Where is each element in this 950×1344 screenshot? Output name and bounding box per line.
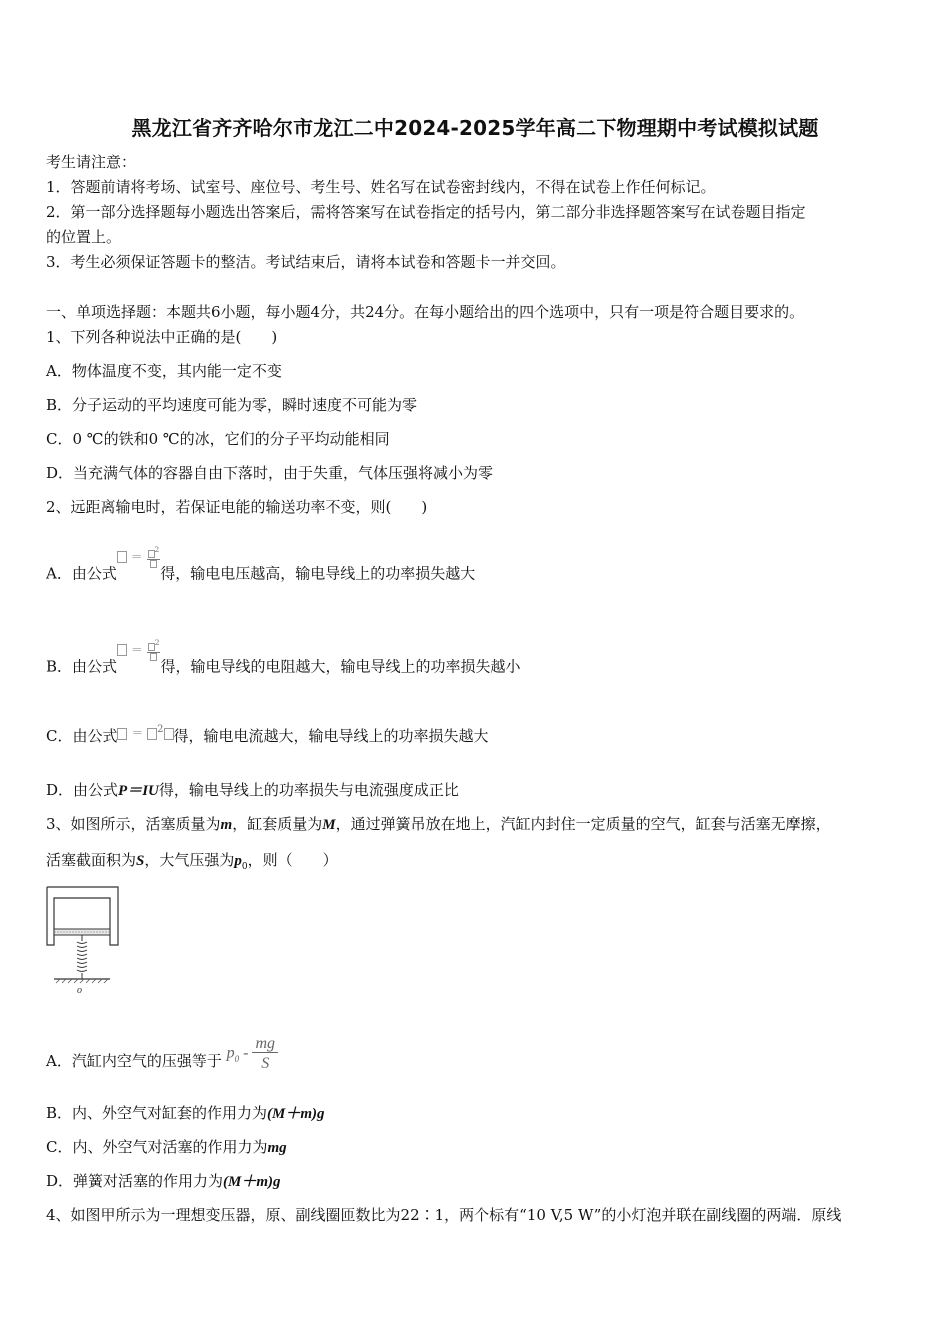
q2-c-prefix: C．由公式: [46, 727, 118, 745]
cylinder-spring-figure: [44, 884, 124, 996]
q1-option-d: D．当充满气体的容器自由下落时，由于失重，气体压强将减小为零: [46, 464, 494, 482]
q2-option-c: C．由公式 $^{= ^2}$ 得，输电电流越大，输电导线上的功率损失越大: [46, 724, 489, 745]
q3-stem-line1: 3、如图所示，活塞质量为m，缸套质量为M，通过弹簧吊放在地上，汽缸内封住一定质量的空气，缸套与活塞无摩擦，: [46, 815, 831, 833]
page-title: 黑龙江省齐齐哈尔市龙江二中2024-2025学年高二下物理期中考试模拟试题: [131, 116, 819, 140]
placeholder-glyph: [117, 728, 127, 740]
q2-stem: 2、远距离输电时，若保证电能的输送功率不变，则( ): [46, 498, 428, 516]
q2-c-suffix: 得，输电电流越大，输电导线上的功率损失越大: [173, 727, 489, 745]
q1-option-b: B．分子运动的平均速度可能为零，瞬时速度不可能为零: [46, 396, 418, 414]
q2-b-suffix: 得，输电导线的电阻越大，输电导线上的功率损失越小: [160, 657, 521, 676]
q4-stem: 4、如图甲所示为一理想变压器，原、副线圈匝数比为22∶1，两个标有“10 V,5 W”的小灯泡并联在副线圈的两端．原线: [46, 1206, 842, 1224]
figure-label-o: o: [77, 985, 82, 996]
placeholder-glyph: [117, 551, 127, 563]
notice-heading: 考生请注意：: [46, 153, 137, 171]
notice-item-2-cont: 的位置上。: [46, 228, 122, 246]
q3-option-d: D．弹簧对活塞的作用力为(M＋m)g: [46, 1172, 281, 1190]
placeholder-glyph: [117, 644, 127, 656]
q1-option-a: A．物体温度不变，其内能一定不变: [46, 362, 282, 380]
notice-item-2: 2．第一部分选择题每小题选出答案后，需将答案写在试卷指定的括号内，第二部分非选择题答案写在试卷题目指定: [46, 203, 806, 221]
fraction-icon: 2: [147, 638, 161, 662]
formula-p-iu: P＝IU: [118, 783, 159, 799]
q2-option-b: B．由公式 $^{= ^2}$ 得，输电导线的电阻越大，输电导线上的功率损失越小: [46, 638, 521, 676]
notice-item-1: 1．答题前请将考场、试室号、座位号、考生号、姓名写在试卷密封线内，不得在试卷上作任何标记。: [46, 178, 716, 196]
formula-p0-minus-mg-over-s: $p_0 - \frac{mg}{S}$: [227, 1034, 278, 1074]
section1-heading: 一、单项选择题：本题共6小题，每小题4分，共24分。在每小题给出的四个选项中，只有一项是符合题目要求的。: [46, 303, 805, 321]
notice-item-3: 3．考生必须保证答题卡的整洁。考试结束后，请将本试卷和答题卡一并交回。: [46, 253, 566, 271]
q1-stem: 1、下列各种说法中正确的是( ): [46, 328, 278, 346]
q3-stem-line2: 活塞截面积为S，大气压强为$p_0$，则（ ）: [46, 851, 338, 872]
fraction-icon: 2: [147, 545, 161, 569]
q3-option-c: C．内、外空气对活塞的作用力为mg: [46, 1138, 287, 1156]
q2-option-d: D．由公式P＝IU得，输电导线上的功率损失与电流强度成正比: [46, 781, 459, 799]
q3-option-b: B．内、外空气对缸套的作用力为(M＋m)g: [46, 1104, 325, 1122]
q3-option-a: A．汽缸内空气的压强等于 $p_0 - \frac{mg}{S}$: [46, 1042, 278, 1082]
q2-a-suffix: 得，输电电压越高，输电导线上的功率损失越大: [160, 564, 476, 583]
q2-b-prefix: B．由公式: [46, 657, 118, 676]
q2-option-a: A．由公式 $^{= ^2}$ 得，输电电压越高，输电导线上的功率损失越大: [46, 545, 476, 583]
q1-option-c: C．0 ℃的铁和0 ℃的冰，它们的分子平均动能相同: [46, 430, 390, 448]
q2-a-prefix: A．由公式: [46, 564, 117, 583]
